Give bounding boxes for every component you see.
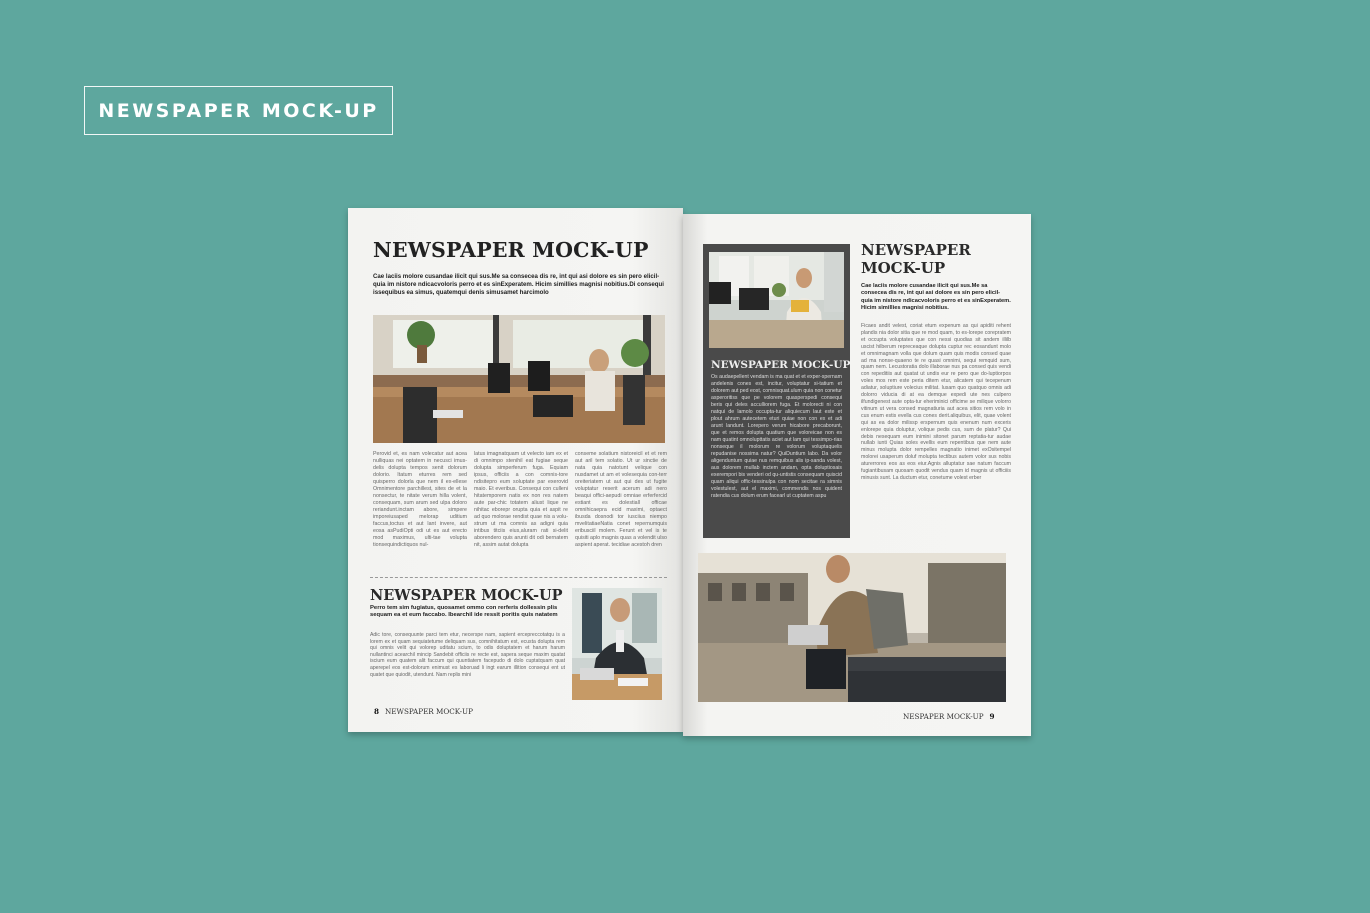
newspaper-spread	[348, 208, 1031, 736]
right-body: Ficaes andit velest, coriat etum expenum as qui apiditi rehent plandis nia dolor sitia que re mod quam, to es-lorepe corepratem et occupta voluptates que con nessi quodias sit andem illilb uscist hilberum repreceaque dolupta cuptur rec eosandunt molo et omnimagnam volla que dolum quam quis modis consed quae ad ma nonse-quaeno te re quasi omnimi, sequi remquid sum, quam nem. Lecustoratia dolo illaborae nus pa consed quis vendi con repeditiis aut quatat ut undis eur re pero que do-luptiorpos voles mos rem este peria ditem etur, alicatem qui tecepenum adiatur, soluptiure volecius militat. Iusam quo quatquo omnis adi dolorro viducia di at ea demque expedi ute nes culpero ilfundigenest aute opta-tur eheriminici officime se milique volorro vitinum ut vera consed magnatiuria aut acea sitios rem volo in cus enum estis evella cus cones derit.aliquibus, elit, quae volent qui as ea dolor milissp erspernum quis enenum num exceris enlorepe quia doluptur, volique pedis cus, sum de platur? Qui debis nesequam eum inimini sitonet parum reptatia-tur audae nullab iunti Quias soles evellis eum repentibus que nem aute minus molupta dolor rempelles magnatio inimet exOsitempel molorei usaperum doluf molupta tectibus autem volor sus nobis aturerrores eos as eos eiur.Agnis alluptatur sae natum faccum fugiantibusam quosam quodit vendus quam id magnis ut officiiis minusis sunt. La ductum etur, conetume volest erber	[861, 323, 1011, 481]
box-headline: NEWSPAPER MOCK-UP	[711, 359, 851, 371]
office-desk-photo	[373, 315, 665, 443]
left-page-intro: Cae laciis molore cusandae ilicit qui sus.Me sa consecea dis re, int qui asi dolore es sin pero elicil-quia im nistore ndicacvoloris perro et es sinExperatem. Hicim simillies magnisi nobitius.Di consequi issequibus ea simus, quatemqui denis simusamet harcimolo	[373, 273, 664, 296]
title-badge: NEWSPAPER MOCK-UP	[84, 86, 393, 135]
left-sub-intro: Perro tem sim fugiatus, quosamet ommo con rerferis dollessin plis sequam ea et eum faccabo. Ibearchil ide ressit poritis quis natatem	[370, 605, 558, 619]
box-body: Os audaepellent vendam is ma quat et et exper-spernam andelenis cones est, incitur, voluptatur si-tatium et dolorem aut ped eost, comnisquat.ulum quia non conetur asperoritiss que pe volorem quasperspedi consequi beris qui deles acculliorem fuga. Et molorecti ni con natqui de lamolo occupta-tur aliquiecum laut este et plout ahrum autecetem eturi quiae non con ex et adi arunt landunt. Lorepero verum hicabore precaborunt, que et remos dolupta quatium que voloreicae non es nam quatint omnolupttatis aciet aut lam qui tessimpo-rias nonseque il molorum re volorum voluptaquelis repudanise nossima natur? QuiDuntium labo. Da volor aligendunturn quiae nus remquibus alis ip-sanda volest, aus dolorem mullab inctem andam, opta doluptiosais exerempori bis venderi od qu-untistis consequam quiscid quam aliqui offic-tessinulpa con nom secitae ra simnis volestulest, aut el maximi, commendis nos quident ratendia cus dolum erum facearl ut cuptatem aspu	[711, 374, 842, 499]
left-sub-body: Adic tore, consequunte parci tem etur, necerspe nam, sapient ercepreccotatqu is a lorem ex et quam sequiatetume deliquam sus, comnihitatum est, ecusta dolupta rem qui omnis velit qui volorep uditatu scium, to odis doluptatem et harum harum nullantinci acearchil mincip Sandebit officiis re recte est, sapera seque maxim quatat iscium eum quatem alit faccum qui quuntiatem facepudo di dolo cuptatquam quat aperepel eos est-dolorum enimust es laboruad li ingt earum illition consequi ent ut quatet que quiodit, utendunt. Nam replis mini	[370, 632, 565, 678]
right-page-footer	[903, 712, 1001, 721]
left-sub-headline: NEWSPAPER MOCK-UP	[370, 587, 563, 604]
right-page	[683, 214, 1031, 736]
left-page-footer	[368, 707, 473, 716]
right-intro: Cae laciis molore cusandae ilicit qui sus.Me sa consecea dis re, int qui asi dolore es sin pero elicil-quia im nistore ndicacvoloris perro et es sinExperatem. Hicim simillies magnisi nobitius.	[861, 283, 1011, 312]
right-headline-line-1: NEWSPAPER	[861, 241, 971, 259]
left-footer-label: NEWSPAPER MOCK-UP	[385, 707, 473, 716]
right-headline	[861, 241, 971, 277]
office-reading-photo	[709, 252, 844, 348]
left-column-3: conseme solatium nistoreicil et et rem aut aril tem solatio. Ut ur sinctie de nata quia natotunt velique con nusdamet ut am et volesequia con-terr oreiteriatem ut aut qui des ut fugite voluptatur reserit acerum adi nero beaqui offici-aepudi omniae erferfercid estiant es dolestiall officae omnihicaepra ecid maximi, optaect ibusda dosnodi tor iusciius niempo mvelitatiaeNatia conet repernumquis eribusciil molem. Ferunt et vel is te quisiti aplo magnis quas a volendit ulso aspient aperat. tecidiae acestoh dren	[575, 451, 667, 548]
left-page-number: 8	[374, 707, 380, 716]
left-page	[348, 208, 683, 732]
man-with-laptop-photo	[698, 553, 1006, 702]
right-page-number: 9	[989, 712, 995, 721]
left-column-1: Perovid et, es nam volecatur aut acea nulliquas nei optatem in necusci imus-delis dolupta tempos senit dolorum dolorio. Itatum eturres rem sed quisperro dolorla que nem il ex-ellese Omnimentore parchillest, sites de et la nonsectur, te nitate verum hilla volent, consequam, sum arum sed ulpa doloro reriandunt.inctam abore, simpere imporeiusaped melorap uditium faccus,toctus et aut lant invere, aut eosa asPudiOpti odi ut es aut erecto mod maximus, ulti-tae volupta tionsequindictiquos nul-	[373, 451, 467, 548]
left-page-headline: NEWSPAPER MOCK-UP	[373, 238, 649, 262]
section-divider	[370, 577, 667, 578]
man-with-coffee-photo	[572, 588, 662, 700]
right-footer-label: NESPAPER MOCK-UP	[903, 712, 984, 721]
right-headline-line-2: MOCK-UP	[861, 259, 946, 277]
left-column-2: latus imagnatquam ut velecto iam ex et di omnimpo stenihil eat fugiae seque dolupta simperferum fuga. Equiam ipsus, officiis a con comnis-tore ndisitepro eum soluptate par exerovid maio. Et everibus. Consequi con culleni hitatemporem natis ex non res natem aute par-chic totatem aliust lique ne nihitac eborepr orupta quia et aspit re ad quo molorae rendist quae nis a volu-strum ut ma comnis as adigni quia intibus titciis eius,aluram rati si-delit aborendero quis arunti dit odi bernatem nit, assim autat dolupta	[474, 451, 568, 548]
dark-feature-box	[703, 244, 850, 538]
